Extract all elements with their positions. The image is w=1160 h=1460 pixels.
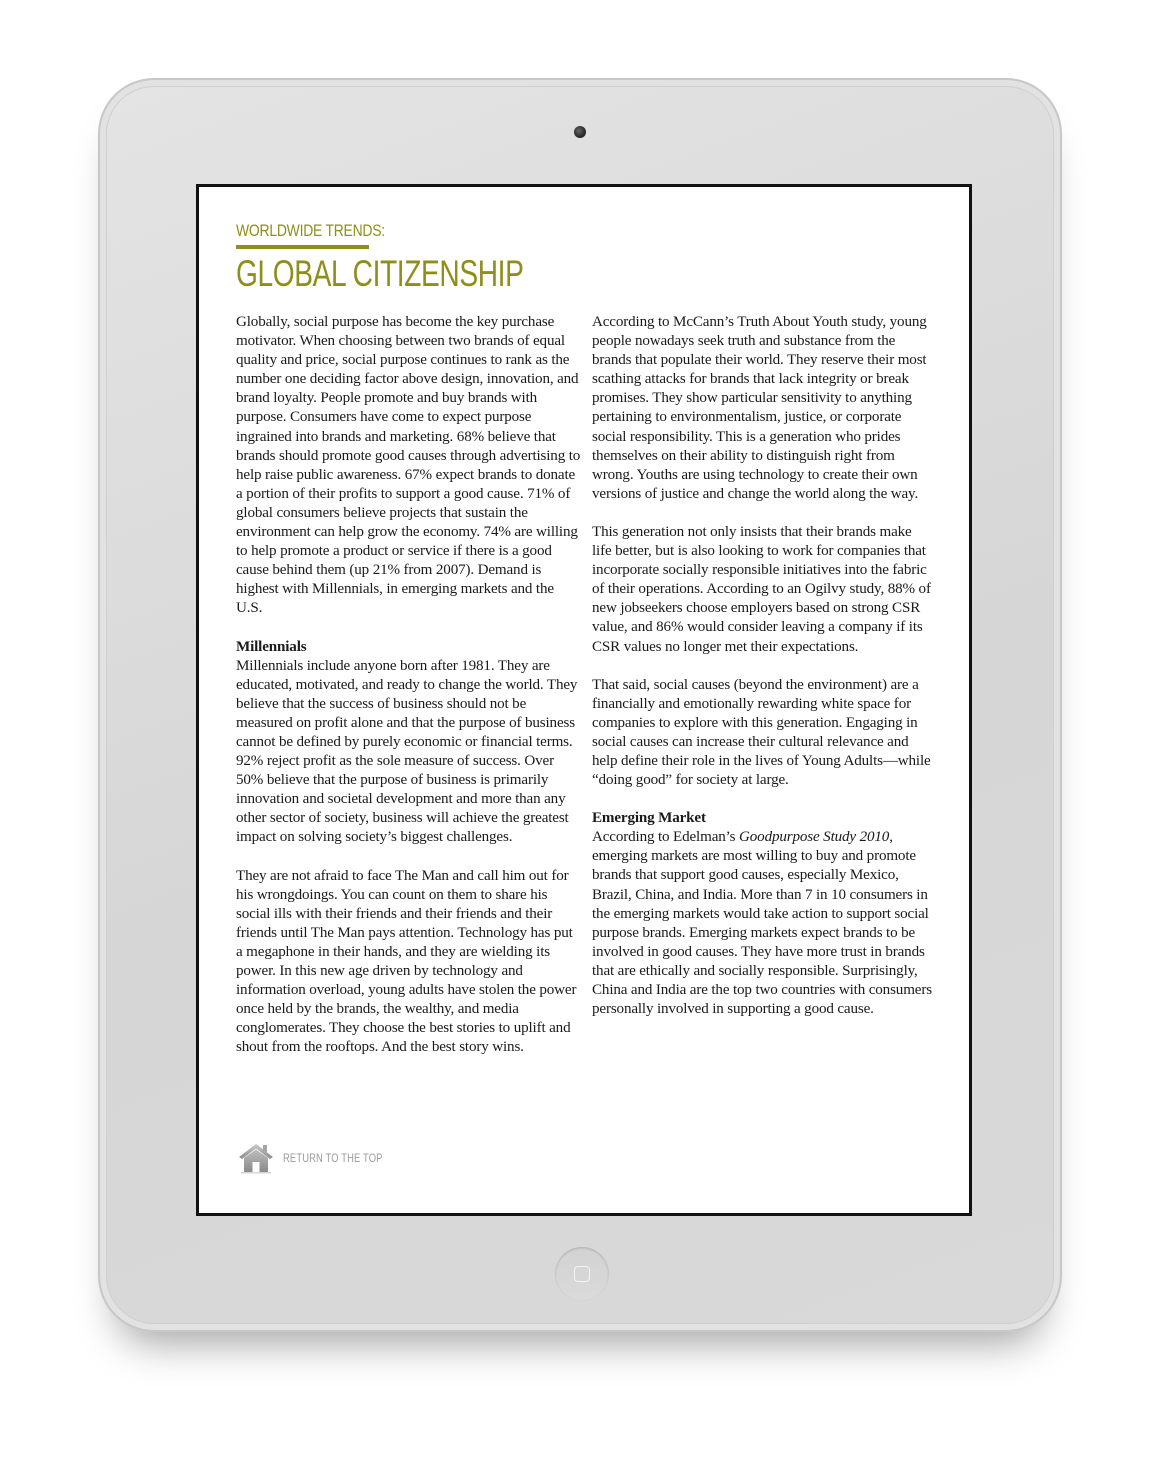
- document-page: [199, 187, 969, 1213]
- study-title: Goodpurpose Study 2010: [739, 829, 890, 846]
- tablet-screen: [196, 184, 972, 1216]
- social-causes-paragraph: That said, social causes (beyond the environment) are a financially and emotionally rewarding white space for companies to explore with this generation. Engaging in social causes can increase their cultural relevance and help define their role in the lives of Young Adults—while “doing good” for society at large.: [592, 676, 931, 789]
- millennials-paragraph: Millennials include anyone born after 1981. They are educated, motivated, and ready to change the world. They believe that the success of business should not be measured on profit alone and that the purpose of business cannot be defined by purely economic or financial terms. 92% reject profit as the sole measure of success. Over 50% believe that the purpose of business is primarily innovation and societal development and more than any other sector of society, business will achieve the greatest impact on solving society’s biggest challenges.: [236, 657, 578, 846]
- truth-about-youth-paragraph: According to McCann’s Truth About Youth study, young people nowadays seek truth and substance from the brands that populate their world. They reserve their most scathing attacks for brands that lack integrity or break promises. They show particular sensitivity to anything pertaining to environmentalism, justice, or corporate social responsibility. This is a generation who prides themselves on their ability to distinguish right from wrong. Youths are using technology to create their own versions of justice and change the world along the way.: [592, 314, 927, 502]
- camera-icon: [574, 126, 586, 138]
- return-to-top-label[interactable]: RETURN TO THE TOP: [283, 1151, 383, 1165]
- home-square-icon: [574, 1266, 590, 1282]
- the-man-paragraph: They are not afraid to face The Man and call him out for his wrongdoings. You can count on them to share his social ills with their friends and their friends and their friends until The Man pays attention. Technology has put a megaphone in their hands, and they are wielding its power. In this new age driven by technology and information overload, young adults have stolen the power once held by the brands, the wealthy, and media conglomerates. They choose the best stories to uplift and shout from the rooftops. And the best story wins.: [236, 867, 577, 1056]
- tablet-device: [98, 78, 1062, 1332]
- home-icon: [237, 1142, 275, 1174]
- left-column: [236, 313, 581, 1076]
- generation-paragraph: This generation not only insists that their brands make life better, but is also looking to work for companies that incorporate socially responsible initiatives into the fabric of their operations. According to an Ogilvy study, 88% of new jobseekers choose employers based on strong CSR value, and 86% would consider leaving a company if its CSR values no longer met their expectations.: [592, 523, 931, 655]
- return-to-top-link[interactable]: [237, 1141, 411, 1175]
- section-eyebrow: WORLDWIDE TRENDS:: [236, 221, 385, 240]
- emerging-market-heading: Emerging Market: [592, 810, 706, 827]
- intro-paragraph: Globally, social purpose has become the key purchase motivator. When choosing between two brands of equal quality and price, social purpose continues to rank as the number one deciding factor above design, innovation, and brand loyalty. People promote and buy brands with purpose. Consumers have come to expect purpose ingrained into brands and marketing. 68% believe that brands should promote good causes through advertising to help raise public awareness. 67% expect brands to donate a portion of their profits to support a good cause. 71% of global consumers believe projects that sustain the environment can help grow the economy. 74% are willing to help promote a product or service if there is a good cause behind them (up 21% from 2007). Demand is highest with Millennials, in emerging markets and the U.S.: [236, 314, 581, 617]
- home-button[interactable]: [555, 1247, 609, 1301]
- emerging-lead-text: According to Edelman’s: [592, 829, 740, 846]
- right-column: [592, 313, 934, 1038]
- page-title: GLOBAL CITIZENSHIP: [236, 253, 524, 294]
- emerging-market-paragraph: [592, 828, 934, 1019]
- emerging-body-text: , emerging markets are most willing to buy and promote brands that support good causes, especially Mexico, Brazil, China, and India. More than 7 in 10 consumers in the emerging markets would take action to support social purpose brands. Emerging markets expect brands to be involved in good causes. They have more trust in brands that are ethically and socially responsible. Surprisingly, China and India are the top two countries with consumers personally involved in supporting a good cause.: [592, 829, 932, 1018]
- eyebrow-underline: [236, 245, 369, 249]
- millennials-heading: Millennials: [236, 638, 307, 655]
